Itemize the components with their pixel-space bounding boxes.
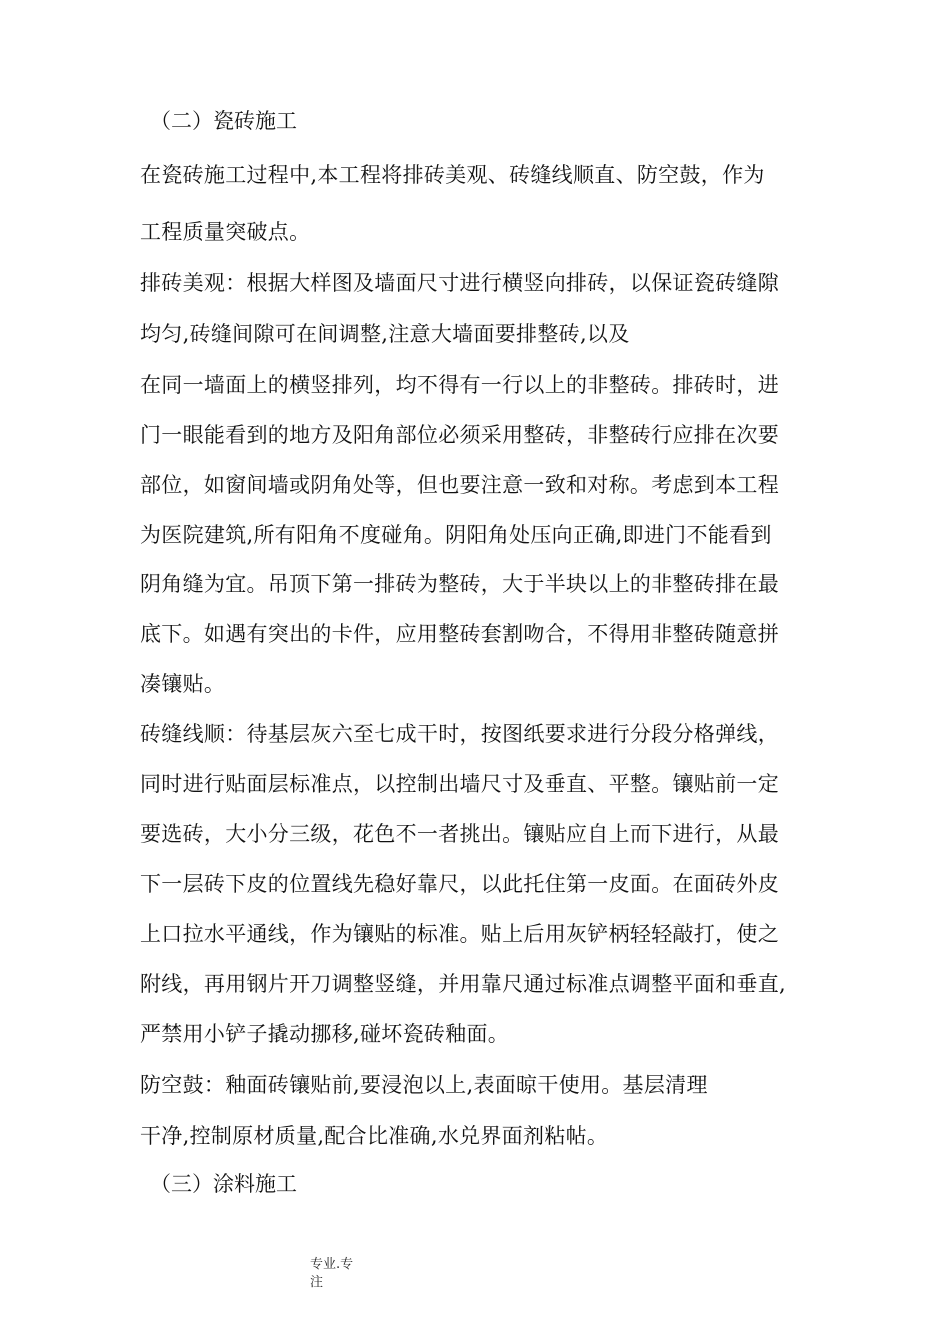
paragraph-line-20: 干净,控制原材质量,配合比准确,水兑界面剂粘帖。 xyxy=(140,1124,609,1148)
paragraph-line-10: 底下。如遇有突出的卡件，应用整砖套割吻合，不得用非整砖随意拼 xyxy=(140,622,779,646)
paragraph-line-3: 排砖美观：根据大样图及墙面尺寸进行横竖向排砖，以保证瓷砖缝隙 xyxy=(140,271,779,295)
paragraph-line-18: 严禁用小铲子撬动挪移,碰坏瓷砖釉面。 xyxy=(140,1022,510,1046)
paragraph-line-8: 为医院建筑,所有阳角不度碰角。阴阳角处压向正确,即进门不能看到 xyxy=(140,523,772,547)
paragraph-line-16: 上口拉水平通线，作为镶贴的标准。贴上后用灰铲柄轻轻敲打，使之 xyxy=(140,922,779,946)
section-heading-coating: （三）涂料施工 xyxy=(150,1172,297,1196)
paragraph-line-6: 门一眼能看到的地方及阳角部位必须采用整砖，非整砖行应排在次要 xyxy=(140,423,779,447)
paragraph-line-12: 砖缝线顺：待基层灰六至七成干时，按图纸要求进行分段分格弹线， xyxy=(140,722,779,746)
paragraph-line-4: 均匀,砖缝间隙可在间调整,注意大墙面要排整砖,以及 xyxy=(140,322,630,346)
footer-line-1: 专业.专 xyxy=(310,1257,354,1272)
paragraph-line-1: 在瓷砖施工过程中,本工程将排砖美观、砖缝线顺直、防空鼓，作为 xyxy=(140,163,765,187)
paragraph-line-19: 防空鼓：釉面砖镶贴前,要浸泡以上,表面晾干使用。基层清理 xyxy=(140,1073,708,1097)
paragraph-line-17: 附线，再用钢片开刀调整竖缝，并用靠尺通过标准点调整平面和垂直, xyxy=(140,972,786,996)
paragraph-line-11: 凑镶贴。 xyxy=(140,672,226,696)
paragraph-line-7: 部位，如窗间墙或阴角处等，但也要注意一致和对称。考虑到本工程 xyxy=(140,473,779,497)
section-heading-tile: （二）瓷砖施工 xyxy=(150,109,297,133)
paragraph-line-13: 同时进行贴面层标准点，以控制出墙尺寸及垂直、平整。镶贴前一定 xyxy=(140,772,779,796)
paragraph-line-15: 下一层砖下皮的位置线先稳好靠尺，以此托住第一皮面。在面砖外皮 xyxy=(140,872,779,896)
paragraph-line-5: 在同一墙面上的横竖排列，均不得有一行以上的非整砖。排砖时，进 xyxy=(140,373,779,397)
paragraph-line-2: 工程质量突破点。 xyxy=(140,220,311,244)
paragraph-line-14: 要选砖，大小分三级，花色不一者挑出。镶贴应自上而下进行，从最 xyxy=(140,822,779,846)
page-footer xyxy=(310,1256,370,1292)
footer-line-2: 注 xyxy=(310,1275,324,1290)
paragraph-line-9: 阴角缝为宜。吊顶下第一排砖为整砖，大于半块以上的非整砖排在最 xyxy=(140,572,779,596)
